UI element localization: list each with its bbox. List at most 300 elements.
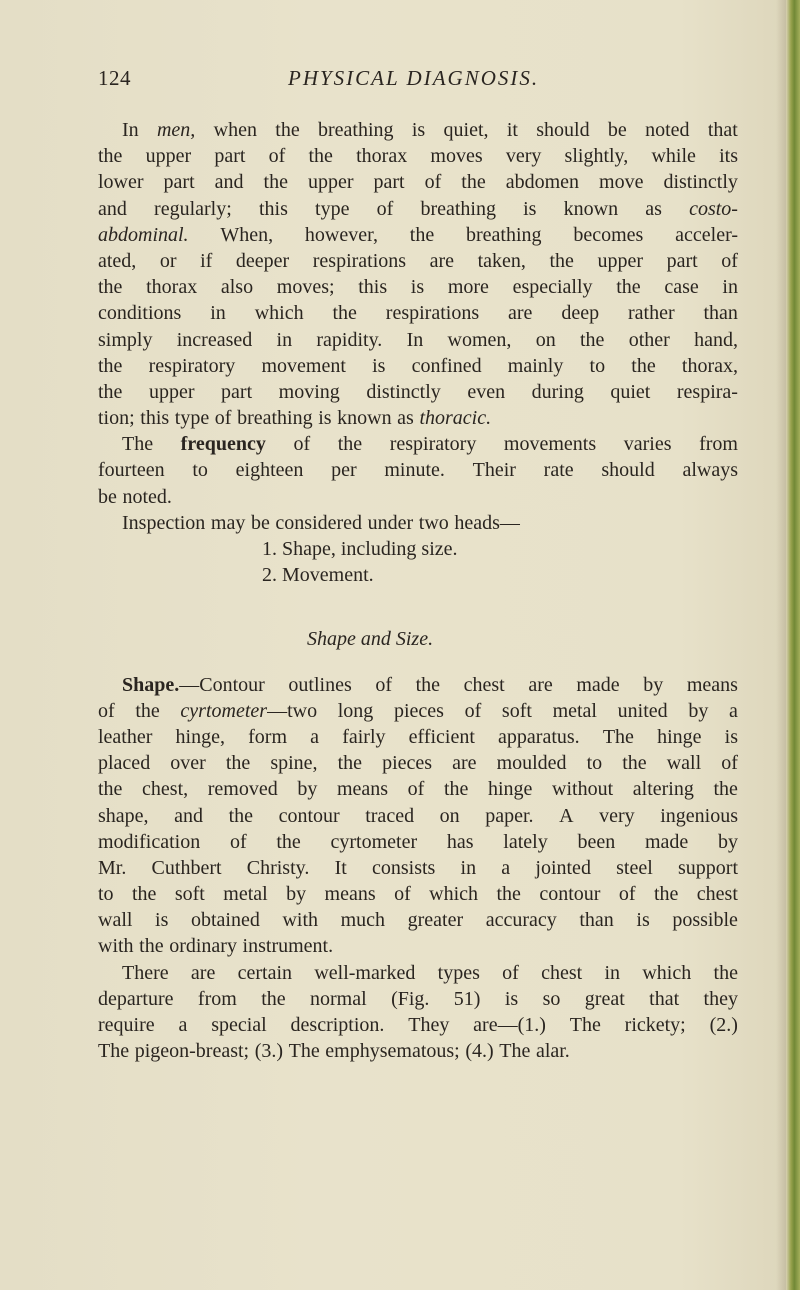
word: contour [539,883,601,906]
word: rather [627,302,675,325]
word: with [282,909,318,932]
word: to [586,752,603,775]
word: The [499,1040,531,1063]
word: upper [145,145,192,168]
word: united [617,699,668,722]
word: shape, [98,804,149,827]
word: in [722,276,738,299]
running-head: PHYSICAL DIAGNOSIS. [288,66,540,90]
word: contour [278,804,340,827]
word: rapidity. [316,328,383,351]
word: moulded [496,752,567,775]
word: the [228,804,253,827]
word: are [452,752,477,775]
word: chest [541,961,583,984]
word: are [508,302,533,325]
word: cyrtometer—two [180,699,318,722]
word: abdominal. [98,223,189,246]
text-line [98,117,738,143]
word: of [464,699,482,722]
page-edge-shadow [776,0,786,1290]
word: distinctly [663,171,738,194]
word: of [721,752,738,775]
text-line [98,698,738,724]
text-line [98,484,738,510]
word: part [373,171,405,194]
word: are [528,673,553,696]
word: traced [365,804,415,827]
word: the [332,302,357,325]
word: rickety; [624,1014,686,1036]
word: increased [176,328,253,351]
text-line [98,143,738,169]
word: hand, [694,328,738,351]
word: on [439,804,460,827]
word: The [288,1040,320,1063]
word: A [559,804,574,827]
word: moves [430,145,483,168]
word: the [653,883,679,906]
word: metal [552,699,597,722]
word: under [367,511,414,534]
word: this [358,276,388,299]
word: been [577,830,616,853]
text-line [98,405,738,431]
word: confined [411,354,482,377]
word: as [397,407,414,430]
word: The [602,725,634,748]
word: is [504,987,519,1010]
word: hinge, [175,725,225,748]
word: even [467,380,506,403]
word: be [250,511,270,534]
text-line [98,353,738,379]
text-line [98,300,738,326]
word: pigeon-breast; [134,1040,250,1063]
word: (2.) [709,1014,738,1036]
word: apparatus. [498,725,580,748]
book-edge [786,0,800,1290]
word: The [98,1040,130,1063]
word: to [192,459,208,482]
word: the [409,223,435,246]
word: the [337,752,363,775]
word: placed [98,752,151,775]
word: hinge [487,778,533,801]
word: varies [623,433,672,456]
body-text [98,117,738,1064]
word: and [98,197,127,220]
text-line [98,196,738,222]
word: of [394,883,411,906]
word: soft [174,883,205,906]
word: accuracy [485,909,557,932]
word: be [98,485,117,508]
word: heads— [454,511,520,534]
text-line [98,803,738,829]
word: description. [290,1014,385,1036]
word: the [275,119,300,141]
word: by [718,830,738,853]
word: by [286,883,307,906]
word: part [221,380,253,403]
word: so [542,987,561,1010]
paragraph-shape [98,672,738,960]
word: rate [543,459,574,482]
word: is [636,909,650,932]
word: when [213,119,257,141]
word: simply [98,328,153,351]
word: the [261,987,286,1010]
word: altering [632,778,694,801]
word: long [337,699,374,722]
word: of [268,145,286,168]
word: wall [666,752,702,775]
word: noted [645,119,690,141]
word: abdomen [505,171,580,194]
word: breathing [420,197,496,220]
word: pieces [382,752,433,775]
word: the [308,145,333,168]
word: In [122,119,139,141]
word: a [728,699,738,722]
word: certain [237,961,293,984]
list-item: 1. Shape, including size. [262,538,458,560]
word: is [411,119,426,141]
word: type [174,407,210,430]
word: acceler- [675,223,738,246]
word: breathing [318,119,394,141]
word: emphysematous; [325,1040,460,1063]
word: moving [278,380,340,403]
word: quiet [610,380,651,403]
word: very [599,804,635,827]
word: it [506,119,518,141]
word: (Fig. [391,987,430,1010]
word: part [666,249,698,272]
word: leather [98,725,153,748]
word: breathing [466,223,542,246]
word: upper [307,171,354,194]
word: in [460,856,477,879]
word: the [616,276,641,299]
word: in [210,302,226,325]
word: special [211,1014,267,1036]
word: movements [503,433,597,456]
word: especially [512,276,593,299]
word: lately [503,830,548,853]
word: lower [98,171,144,194]
word: of [293,433,311,456]
word: during [531,380,584,403]
inspection-list [98,536,738,588]
word: Shape.—Contour [122,673,265,696]
word: upper [148,380,195,403]
text-line [98,960,738,986]
text-line [98,379,738,405]
text-line [98,933,738,959]
word: jointed [535,856,591,879]
text-line [98,829,738,855]
word: considered [275,511,363,534]
word: pieces [393,699,444,722]
word: outlines [288,673,352,696]
word: men, [156,119,196,141]
word: spine, [270,752,318,775]
word: the [713,778,738,801]
word: respiratory [148,354,236,377]
word: which [642,961,692,984]
word: obtained [190,909,260,932]
word: distinctly [366,380,441,403]
text-line [98,855,738,881]
word: the [443,778,469,801]
word: alar. [535,1040,570,1063]
word: its [719,145,738,168]
word: which [429,883,479,906]
word: should [601,459,655,482]
text-line [98,510,738,536]
word: the [631,354,656,377]
word: of [214,407,232,430]
word: on [535,328,556,351]
word: The [122,433,154,456]
word: the [98,778,123,801]
word: from [699,433,738,456]
word: Mr. [98,856,127,879]
word: always [682,459,738,482]
word: form [248,725,288,748]
word: means [336,778,389,801]
word: the [225,752,251,775]
word: women, [447,328,512,351]
text-line [98,907,738,933]
word: type [315,197,350,220]
word: than [579,909,614,932]
word: greater [407,909,464,932]
word: regularly; [154,197,232,220]
word: and [214,171,244,194]
word: very [505,145,542,168]
word: of [98,699,115,722]
word: means [324,883,376,906]
word: respirations [385,302,480,325]
paragraph-frequency [98,431,738,510]
word: metal [223,883,268,906]
word: with [98,935,134,958]
word: moves; [276,276,335,299]
word: the [415,673,441,696]
word: the [98,354,123,377]
word: Inspection [122,511,206,534]
word: move [599,171,644,194]
word: When, [220,223,274,246]
word: 51) [453,987,481,1010]
word: normal [310,987,367,1010]
word: is [410,276,425,299]
word: deeper [235,249,290,272]
word: this [258,197,288,220]
page-header [98,66,738,96]
word: taken, [477,249,526,272]
word: They [408,1014,450,1036]
word: mainly [507,354,564,377]
word: be [607,119,627,141]
word: well-marked [314,961,416,984]
word: minute. [384,459,445,482]
word: is [724,725,738,748]
word: are—(1.) [473,1014,546,1036]
word: There [122,961,169,984]
word: case [664,276,699,299]
word: soft [501,699,532,722]
word: the [337,433,363,456]
word: chest [463,673,505,696]
word: means [686,673,738,696]
word: becomes [573,223,644,246]
text-line [98,248,738,274]
word: departure [98,987,174,1010]
word: the [135,699,160,722]
word: that [707,119,738,141]
word: removed [207,778,278,801]
word: slightly, [564,145,629,168]
word: while [651,145,696,168]
text-line [98,724,738,750]
word: are [190,961,216,984]
text-line [98,431,738,457]
word: breathing [237,407,313,430]
text-line [98,274,738,300]
word: of [424,171,442,194]
word: to [589,354,606,377]
word: instrument. [242,935,334,958]
word: upper [597,249,644,272]
word: cyrtometer [330,830,418,853]
word: they [703,987,738,1010]
word: of [618,883,636,906]
word: costo- [689,197,738,220]
word: two [418,511,449,534]
word: require [98,1014,155,1036]
text-line [98,1012,738,1038]
word: types [437,961,480,984]
word: steel [616,856,653,879]
word: also [220,276,254,299]
word: the [131,883,157,906]
word: quiet, [443,119,489,141]
list-item: 2. Movement. [262,564,374,587]
word: a [501,856,511,879]
word: however, [304,223,378,246]
word: respira- [676,380,738,403]
word: than [703,302,738,325]
word: ingenious [660,804,738,827]
word: if [200,249,213,272]
word: (4.) [465,1040,494,1063]
word: deep [561,302,600,325]
word: modification [98,830,201,853]
word: great [584,987,625,1010]
section-heading: Shape and Size. [307,628,434,651]
word: the [98,380,123,403]
word: eighteen [235,459,304,482]
word: of [502,961,519,984]
word: is [523,197,537,220]
word: The [569,1014,601,1036]
word: chest, [142,778,189,801]
word: and [174,804,203,827]
word: by [643,673,664,696]
word: other [628,328,670,351]
word: the [98,276,123,299]
word: wall [98,909,133,932]
word: hinge [657,725,702,748]
word: Cuthbert [151,856,222,879]
word: that [649,987,680,1010]
word: consists [371,856,436,879]
paragraph-inspection [98,510,738,536]
word: thoracic. [419,407,492,430]
word: It [334,856,347,879]
word: Christy. [246,856,310,879]
text-line [98,986,738,1012]
word: by [688,699,709,722]
text-line [98,672,738,698]
word: ated, [98,249,137,272]
word: (3.) [254,1040,284,1063]
word: of [375,673,393,696]
word: is [372,354,386,377]
word: the [496,883,521,906]
word: the [263,171,288,194]
word: chest [696,883,738,906]
word: thorax [146,276,198,299]
word: fourteen [98,459,165,482]
word: a [310,725,320,748]
word: over [170,752,206,775]
word: of [229,830,247,853]
word: may [210,511,246,534]
word: from [197,987,237,1010]
word: Their [472,459,516,482]
word: thorax, [681,354,738,377]
word: which [254,302,304,325]
word: are [429,249,455,272]
word: as [645,197,662,220]
word: is [155,909,169,932]
paragraph-breathing-types [98,117,738,431]
word: made [644,830,689,853]
word: in [276,328,293,351]
word: tion; [98,407,135,430]
word: of [376,197,394,220]
word: more [447,276,489,299]
word: In [406,328,424,351]
word: much [340,909,386,932]
word: the [549,249,574,272]
word: part [214,145,246,168]
word: the [139,935,164,958]
word: known [563,197,619,220]
word: the [622,752,647,775]
text-line [98,222,738,248]
word: by [297,778,318,801]
word: a [178,1014,188,1036]
word: this [140,407,170,430]
word: fairly [342,725,386,748]
word: noted. [122,485,172,508]
